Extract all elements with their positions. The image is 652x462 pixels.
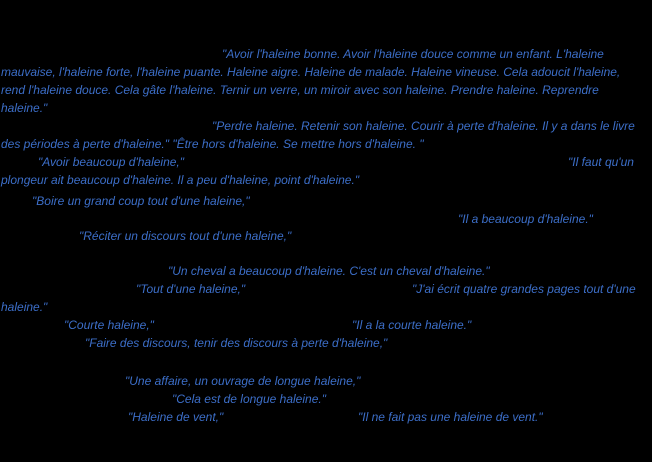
quote-segment: "Il a la courte haleine." — [352, 318, 472, 332]
quote-segment: "Il a beaucoup d'haleine." — [458, 212, 593, 226]
quote-segment: plongeur ait beaucoup d'haleine. Il a peu d'haleine, point d'haleine." — [1, 173, 360, 187]
quote-segment: "Cela est de longue haleine." — [172, 392, 326, 406]
quote-segment: "Faire des discours, tenir des discours à perte d'haleine," — [85, 336, 388, 350]
quote-segment: mauvaise, l'haleine forte, l'haleine puante. Haleine aigre. Haleine de malade. Haleine vineuse. Cela adoucit l'haleine, — [1, 65, 621, 79]
quote-segment: "Une affaire, un ouvrage de longue haleine," — [125, 374, 361, 388]
quote-segment: "J'ai écrit quatre grandes pages tout d'une — [412, 282, 636, 296]
quote-segment: "Perdre haleine. Retenir son haleine. Courir à perte d'haleine. Il y a dans le livre — [212, 119, 635, 133]
quote-segment: "Un cheval a beaucoup d'haleine. C'est un cheval d'haleine." — [168, 264, 490, 278]
quote-segment: des périodes à perte d'haleine." "Être hors d'haleine. Se mettre hors d'haleine. " — [1, 137, 424, 151]
quote-segment: "Il ne fait pas une haleine de vent." — [358, 410, 543, 424]
quote-segment: "Avoir l'haleine bonne. Avoir l'haleine douce comme un enfant. L'haleine — [222, 47, 604, 61]
quote-segment: haleine." — [1, 300, 48, 314]
quote-segment: "Tout d'une haleine," — [136, 282, 246, 296]
quote-segment: "Courte haleine," — [64, 318, 154, 332]
quote-segment: "Il faut qu'un — [568, 155, 634, 169]
quote-segment: "Avoir beaucoup d'haleine," — [38, 155, 185, 169]
quote-segment: "Réciter un discours tout d'une haleine," — [79, 229, 292, 243]
quote-segment: rend l'haleine douce. Cela gâte l'haleine. Ternir un verre, un miroir avec son haleine. Prendre haleine. Reprendre — [1, 83, 599, 97]
quote-segment: "Haleine de vent," — [128, 410, 224, 424]
quote-segment: haleine." — [1, 101, 48, 115]
quote-segment: "Boire un grand coup tout d'une haleine," — [32, 194, 250, 208]
